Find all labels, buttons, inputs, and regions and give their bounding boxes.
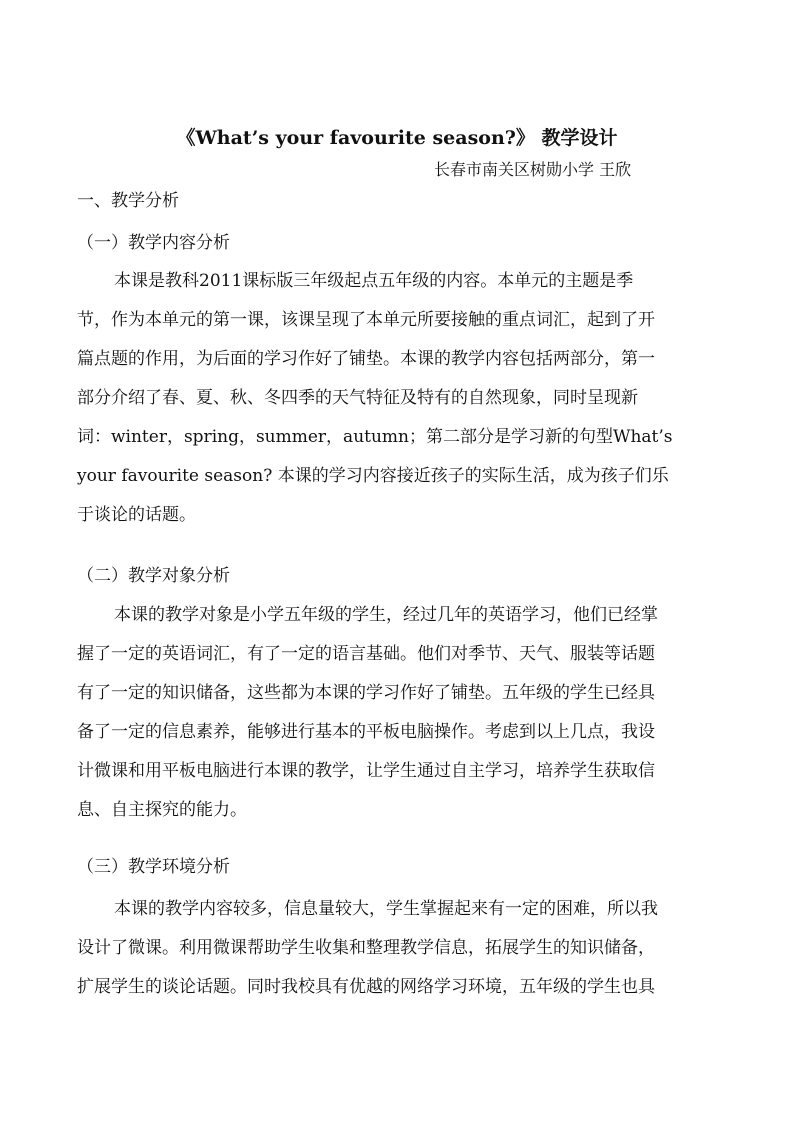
paragraph-line: 本课是教科2011课标版三年级起点五年级的内容。本单元的主题是季 bbox=[114, 271, 634, 291]
paragraph-line: 节，作为本单元的第一课，该课呈现了本单元所要接触的重点词汇，起到了开 bbox=[77, 310, 655, 330]
paragraph-line: 有了一定的知识储备，这些都为本课的学习作好了铺垫。五年级的学生已经具 bbox=[77, 683, 655, 703]
paragraph-line: 本课的教学对象是小学五年级的学生，经过几年的英语学习，他们已经掌 bbox=[114, 605, 658, 625]
section-heading-teaching-analysis: 一、教学分析 bbox=[77, 191, 179, 211]
paragraph-line: 本课的教学内容较多，信息量较大，学生掌握起来有一定的困难，所以我 bbox=[114, 899, 658, 919]
subsection-heading-environment-analysis: （三）教学环境分析 bbox=[77, 857, 230, 877]
author-line: 长春市南关区树勋小学 王欣 bbox=[434, 160, 632, 179]
paragraph-line: 篇点题的作用，为后面的学习作好了铺垫。本课的教学内容包括两部分，第一 bbox=[77, 349, 655, 369]
paragraph-environment-analysis bbox=[77, 890, 717, 1007]
paragraph-learner-analysis bbox=[77, 596, 717, 830]
paragraph-line: 息、自主探究的能力。 bbox=[77, 800, 247, 820]
paragraph-line: 部分介绍了春、夏、秋、冬四季的天气特征及特有的自然现象，同时呈现新 bbox=[77, 388, 638, 408]
paragraph-line: 词：winter，spring，summer，autumn；第二部分是学习新的句型What’s bbox=[77, 427, 673, 447]
document-title: 《What’s your favourite season?》 教学设计 bbox=[176, 127, 618, 149]
paragraph-line: 计微课和用平板电脑进行本课的教学，让学生通过自主学习，培养学生获取信 bbox=[77, 761, 655, 781]
paragraph-line: 备了一定的信息素养，能够进行基本的平板电脑操作。考虑到以上几点，我设 bbox=[77, 722, 655, 742]
subsection-heading-content-analysis: （一）教学内容分析 bbox=[77, 233, 230, 253]
paragraph-line: your favourite season? 本课的学习内容接近孩子的实际生活，成为孩子们乐 bbox=[77, 466, 669, 486]
paragraph-line: 设计了微课。利用微课帮助学生收集和整理教学信息，拓展学生的知识储备， bbox=[77, 938, 655, 958]
paragraph-line: 握了一定的英语词汇，有了一定的语言基础。他们对季节、天气、服装等话题 bbox=[77, 644, 655, 664]
paragraph-line: 于谈论的话题。 bbox=[77, 505, 196, 525]
paragraph-content-analysis bbox=[77, 262, 717, 535]
subsection-heading-learner-analysis: （二）教学对象分析 bbox=[77, 566, 230, 586]
paragraph-line: 扩展学生的谈论话题。同时我校具有优越的网络学习环境，五年级的学生也具 bbox=[77, 977, 655, 997]
